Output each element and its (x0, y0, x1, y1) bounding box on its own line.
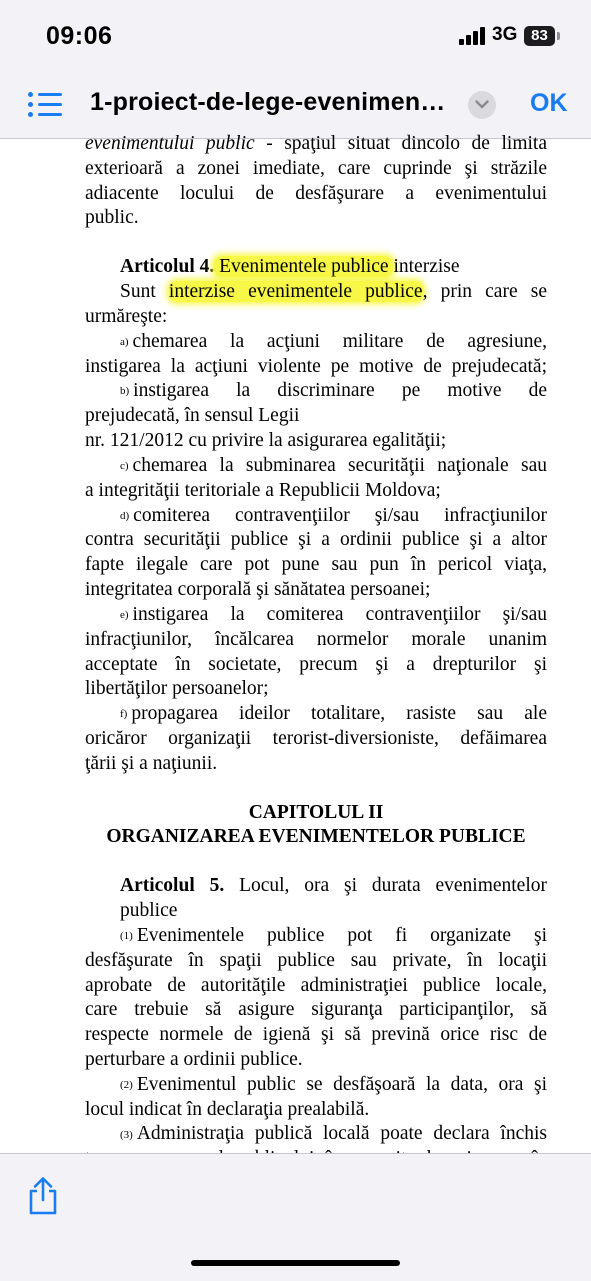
list-marker: c) (120, 459, 129, 472)
chapter-number: CAPITOLUL II (248, 801, 384, 823)
text-span: instigarea la comiterea contravenţiilor şi/sau (132, 603, 547, 625)
document-content (85, 132, 547, 1172)
list-marker: a) (120, 335, 129, 348)
chevron-down-icon[interactable] (468, 91, 496, 119)
list-marker: f) (120, 708, 128, 721)
paragraph-1 (85, 924, 547, 949)
text-line: contra securităţii publice şi a ordinii publice şi a altor (85, 529, 547, 551)
home-indicator (191, 1260, 400, 1266)
list-marker: (1) (120, 929, 133, 942)
text-line: perturbare a ordinii publice. (85, 1048, 303, 1070)
list-item-f (85, 702, 547, 727)
text-line: prejudecată, în sensul Legii (85, 405, 300, 427)
text-line: ţării şi a naţiunii. (85, 752, 218, 774)
text-line: respecte normele de igienă şi să prevină orice risc de (85, 1024, 547, 1046)
list-icon[interactable] (28, 92, 62, 118)
text-span: comiterea contravenţiilor şi/sau infracţiunilor (133, 504, 547, 526)
text-span: interzise (393, 256, 460, 278)
text-line: instigarea la acţiuni violente pe motive de prejudecată; (85, 355, 547, 377)
ok-button[interactable]: OK (530, 89, 568, 117)
text-line: oricăror organizaţii terorist-diversioniste, defăimarea (85, 728, 547, 750)
list-marker: (2) (120, 1078, 133, 1091)
highlight: interzise evenimentele publice (168, 280, 423, 302)
battery-icon: 83 (524, 26, 555, 46)
document-title[interactable]: 1-proiect-de-lege-evenimen… (90, 88, 446, 116)
text-line: adiacente locului de desfăşurare a evenimentului (85, 182, 547, 204)
article-4-title (85, 255, 547, 280)
text-line: libertăţilor persoanelor; (85, 678, 269, 700)
text-line: public. (85, 207, 139, 229)
highlight: Evenimentele publice (214, 256, 394, 278)
text-span: Administraţia publică locală poate declara închis (136, 1123, 547, 1145)
battery-nub (557, 32, 560, 40)
text-span: Evenimentul public se desfăşoară la data, ora şi (136, 1073, 547, 1095)
list-item-a (85, 330, 547, 355)
text-span: chemarea la subminarea securităţii naţionale sau (132, 454, 547, 476)
italic-term: evenimentului public (85, 133, 255, 154)
text-line: infracţiunilor, încălcarea normelor morale unanim (85, 628, 547, 650)
text-line: exterioară a zonei imediate, care cuprinde şi străzile (85, 157, 547, 179)
paragraph-2 (85, 1073, 547, 1098)
text-line: fapte ilegale care pot pune sau pun în pericol viaţa, (85, 554, 547, 576)
text-line: acceptate în societate, precum şi a drepturilor şi (85, 653, 547, 675)
text-line (85, 280, 547, 305)
paragraph-3 (85, 1122, 547, 1147)
text-line: locul indicat în declaraţia prealabilă. (85, 1098, 370, 1120)
chapter-title: ORGANIZAREA EVENIMENTELOR PUBLICE (106, 826, 526, 848)
network-type: 3G (492, 24, 518, 45)
text-span: Locul, ora şi durata evenimentelor (224, 875, 547, 897)
text-line: care trebuie să asigure siguranţa participanţilor, să (85, 999, 547, 1021)
document-view[interactable] (0, 133, 591, 1153)
text-line: publice (120, 900, 178, 922)
list-item-c (85, 454, 547, 479)
cellular-signal-icon (459, 27, 485, 45)
list-item-b (85, 379, 547, 404)
list-marker: (3) (120, 1128, 133, 1141)
list-marker: e) (120, 608, 129, 621)
text-span: Evenimentele publice pot fi organizate şi (136, 924, 547, 946)
text-span: instigarea la discriminare pe motive de (133, 380, 547, 402)
list-marker: b) (120, 385, 130, 398)
article-number: Articolul 4. (120, 256, 215, 278)
text-line: a integrităţii teritoriale a Republicii Moldova; (85, 479, 441, 501)
text-span: Sunt (120, 280, 169, 302)
text-line: desfăşurate în spaţii publice sau private, în locaţii (85, 949, 547, 971)
text-line: nr. 121/2012 cu privire la asigurarea egalităţii; (85, 430, 447, 452)
text-span: propagarea ideilor totalitare, rasiste sau ale (131, 703, 547, 725)
list-item-e (85, 603, 547, 628)
text-line: urmăreşte: (85, 305, 168, 327)
text-line: integritatea corporală şi sănătatea persoanei; (85, 579, 431, 601)
text-span: chemarea la acţiuni militare de agresiune, (132, 330, 547, 352)
text-span: - spaţiul situat dincolo de limita (254, 133, 547, 154)
article-5-title (85, 874, 547, 899)
text-line: aprobate de autorităţile administraţiei publice locale, (85, 974, 547, 996)
status-bar (0, 0, 591, 72)
list-marker: d) (120, 509, 130, 522)
text-line (85, 132, 547, 157)
text-span: , prin care se (422, 280, 547, 302)
article-number: Articolul 5. (120, 875, 225, 897)
status-time: 09:06 (46, 22, 113, 50)
list-item-d (85, 504, 547, 529)
nav-bar (0, 72, 591, 139)
share-icon[interactable] (26, 1176, 60, 1216)
